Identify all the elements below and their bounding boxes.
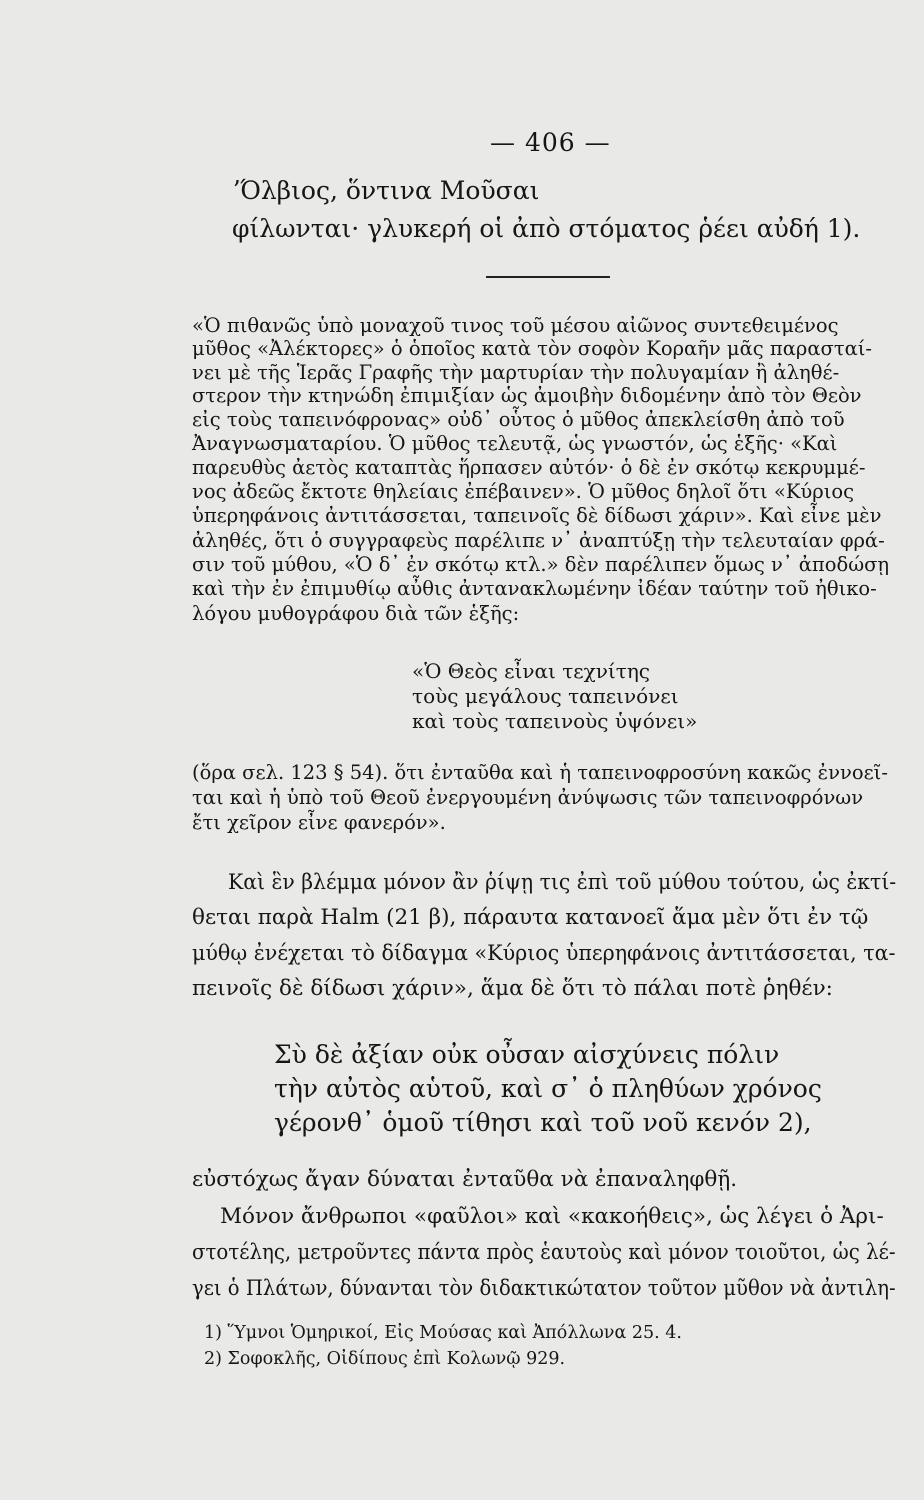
poem-line: τοὺς μεγάλους ταπεινόνει [412,684,679,708]
quote-line: παρευθὺς ἀετὸς καταπτὰς ἥρπασεν αὐτόν· ὁ δὲ ἐν σκότῳ κεκρυμμέ- [192,456,866,479]
page-number: — 406 — [490,128,611,157]
footnote-2: 2) Σοφοκλῆς, Οἰδίπους ἐπὶ Κολωνῷ 929. [204,1349,566,1369]
after-poem-line: ται καὶ ἡ ὑπὸ τοῦ Θεοῦ ἐνεργουμένη ἀνύψωσις τῶν ταπεινοφρόνων [192,786,864,809]
verse-bottom-line: γέρονθ᾽ ὁμοῦ τίθησι καὶ τοῦ νοῦ κενόν 2), [274,1108,812,1137]
paragraph3-line: εὐστόχως ἄγαν δύναται ἐνταῦθα νὰ ἐπαναληφθῇ. [192,1167,738,1192]
verse-bottom-line: τὴν αὐτὸς αὑτοῦ, καὶ σ᾽ ὁ πληθύων χρόνος [274,1074,822,1103]
quote-line: λόγου μυθογράφου διὰ τῶν ἑξῆς: [192,602,520,625]
paragraph3-line: Μόνον ἄνθρωποι «φαῦλοι» καὶ «κακοήθεις», ὡς λέγει ὁ Ἀρι- [220,1204,884,1229]
poem-line: καὶ τοὺς ταπεινοὺς ὑψόνει» [412,709,698,733]
quote-line: μῦθος «Ἀλέκτορες» ὁ ὁποῖος κατὰ τὸν σοφὸν Κοραῆν μᾶς παρασταί- [192,337,873,360]
verse-top-line-2: φίλωνται· γλυκερή οἱ ἀπὸ στόματος ῥέει αὐδή 1). [232,214,861,243]
verse-bottom-line: Σὺ δὲ ἀξίαν οὐκ οὖσαν αἰσχύνεις πόλιν [274,1040,780,1069]
paragraph3-line: στοτέλης, μετροῦντες πάντα πρὸς ἑαυτοὺς καὶ μόνον τοιοῦτοι, ὡς λέ- [192,1240,896,1265]
footnote-1: 1) Ὕμνοι Ὁμηρικοί, Εἰς Μούσας καὶ Ἀπόλλωνα 25. 4. [204,1323,682,1343]
paragraph3-line: γει ὁ Πλάτων, δύνανται τὸν διδακτικώτατον τοῦτον μῦθον νὰ ἀντιλη- [192,1276,896,1301]
quote-line: σιν τοῦ μύθου, «Ὁ δ᾽ ἐν σκότῳ κτλ.» δὲν παρέλιπεν ὅμως ν᾽ ἀποδώσῃ [192,553,890,576]
verse-top-line-1: ʼΌλβιος, ὅντινα Μοῦσαι [232,176,540,205]
quote-line: ὑπερηφάνοις ἀντιτάσσεται, ταπεινοῖς δὲ δίδωσι χάριν». Καὶ εἶνε μὲν [192,504,882,527]
after-poem-line: ἔτι χεῖρον εἶνε φανερόν». [192,811,446,834]
quote-line: νει μὲ τῆς Ἱερᾶς Γραφῆς τὴν μαρτυρίαν τὴν πολυγαμίαν ἢ ἀληθέ- [192,361,840,384]
quote-line: ἀληθές, ὅτι ὁ συγγραφεὺς παρέλιπε ν᾽ ἀναπτύξῃ τὴν τελευταίαν φρά- [192,529,885,552]
after-poem-line: (ὅρα σελ. 123 § 54). ὅτι ἐνταῦθα καὶ ἡ ταπεινοφροσύνη κακῶς ἐννοεῖ- [192,761,888,784]
paragraph2-line: πεινοῖς δὲ δίδωσι χάριν», ἅμα δὲ ὅτι τὸ πάλαι ποτὲ ῥηθέν: [192,976,833,1001]
paragraph2-line: θεται παρὰ Halm (21 β), πάραυτα κατανοεῖ ἅμα μὲν ὅτι ἐν τῷ [192,905,869,930]
poem-line: «Ὁ Θεὸς εἶναι τεχνίτης [412,659,650,683]
paragraph2-line: Καὶ ἓν βλέμμα μόνον ἂν ῥίψῃ τις ἐπὶ τοῦ μύθου τούτου, ὡς ἐκτί- [228,870,897,895]
separator-rule [486,276,610,278]
quote-line: Ἀναγνωσματαρίου. Ὁ μῦθος τελευτᾷ, ὡς γνωστόν, ὡς ἑξῆς· «Καὶ [192,432,838,455]
quote-line: «Ὁ πιθανῶς ὑπὸ μοναχοῦ τινος τοῦ μέσου αἰῶνος συντεθειμένος [192,314,839,337]
paragraph2-line: μύθῳ ἐνέχεται τὸ δίδαγμα «Κύριος ὑπερηφάνοις ἀντιτάσσεται, τα- [192,941,896,966]
quote-line: νος ἀδεῶς ἔκτοτε θηλείαις ἐπέβαινεν». Ὁ μῦθος δηλοῖ ὅτι «Κύριος [192,480,855,503]
quote-line: καὶ τὴν ἐν ἐπιμυθίῳ αὖθις ἀντανακλωμένην ἰδέαν ταύτην τοῦ ἠθικο- [192,577,877,600]
quote-line: εἰς τοὺς ταπεινόφρονας» οὐδ᾽ οὗτος ὁ μῦθος ἀπεκλείσθη ἀπὸ τοῦ [192,408,845,431]
quote-line: στερον τὴν κτηνώδη ἐπιμιξίαν ὡς ἀμοιβὴν διδομένην ἀπὸ τὸν Θεὸν [192,384,862,407]
